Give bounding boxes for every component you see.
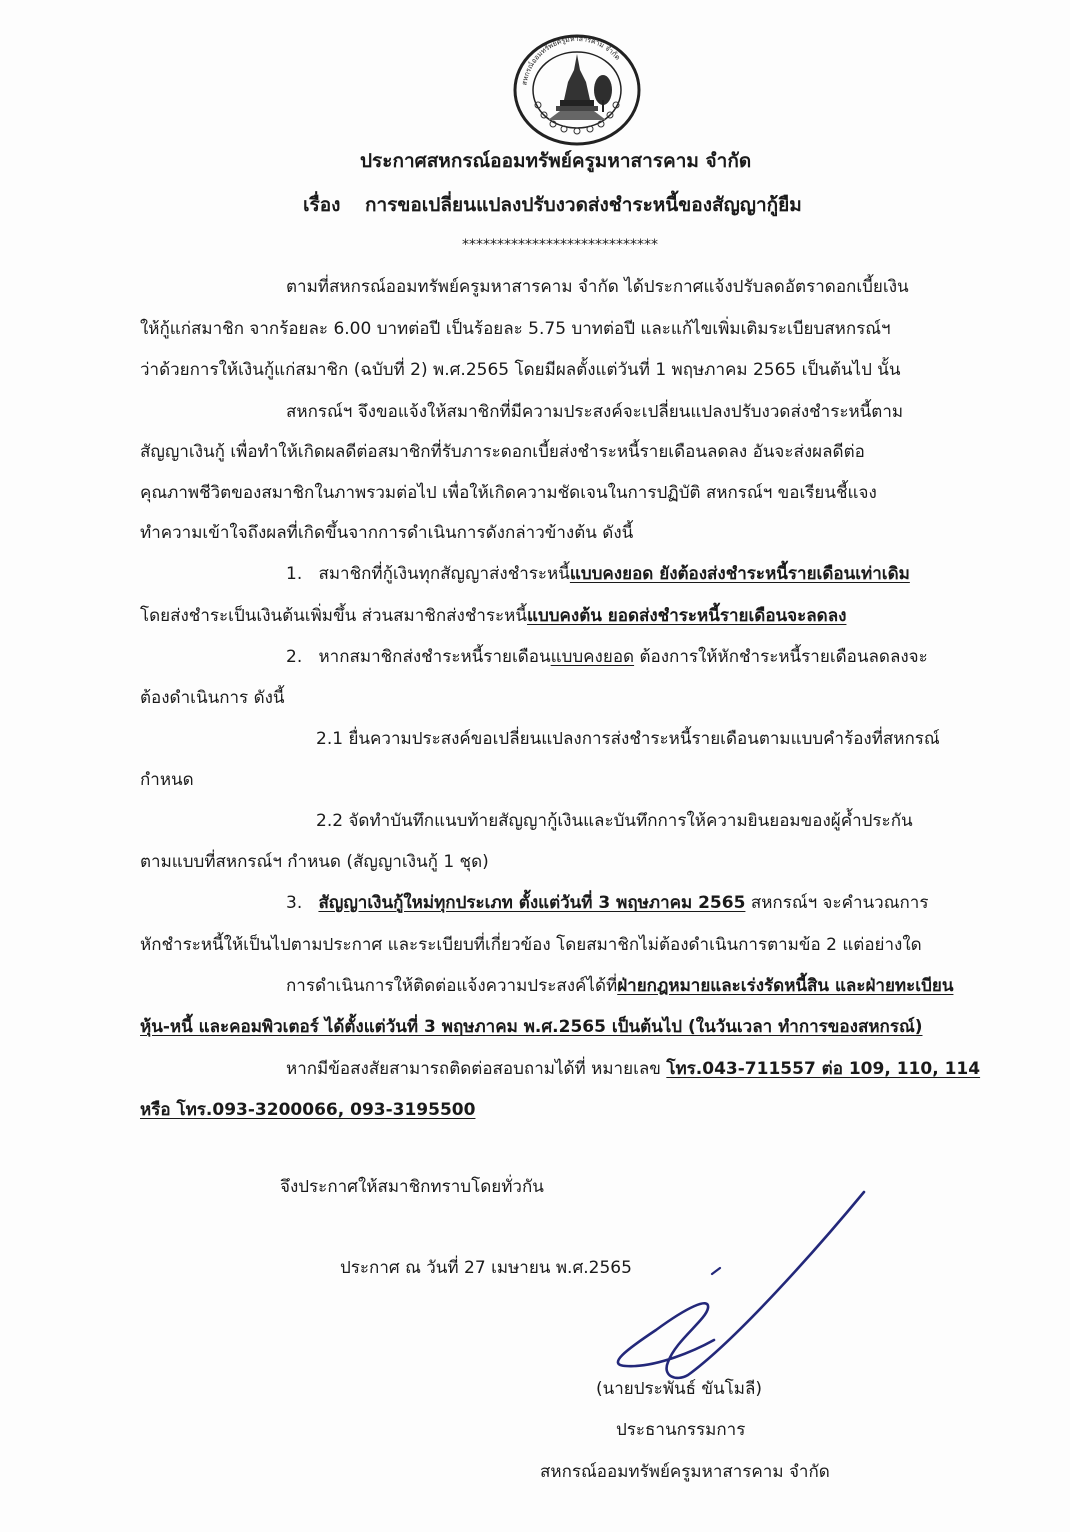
item3-number: 3. bbox=[286, 893, 303, 913]
phone-line1 bbox=[286, 1058, 980, 1080]
announcement-title: ประกาศสหกรณ์ออมทรัพย์ครูมหาสารคาม จำกัด bbox=[360, 150, 752, 172]
item1-text-c: โดยส่งชำระเป็นเงินต้นเพิ่มขึ้น ส่วนสมาชิกส่งชำระหนี้ bbox=[140, 606, 527, 626]
item2-1-line1: 2.1 ยื่นความประสงค์ขอเปลี่ยนแปลงการส่งชำระหนี้รายเดือนตามแบบคำร้องที่สหกรณ์ bbox=[316, 729, 940, 749]
contact-text-b-underlined: ฝ่ายกฎหมายและเร่งรัดหนี้สิน และฝ่ายทะเบียน bbox=[617, 976, 954, 996]
signer-name: (นายประพันธ์ ขันโมลี) bbox=[596, 1379, 763, 1399]
contact-line1 bbox=[286, 975, 953, 997]
item2-text-a: หากสมาชิกส่งชำระหนี้รายเดือน bbox=[318, 647, 551, 667]
item1-text-b-underlined: แบบคงยอด ยังต้องส่งชำระหนี้รายเดือนเท่าเดิม bbox=[569, 564, 910, 584]
signer-position: ประธานกรรมการ bbox=[616, 1420, 746, 1440]
signer-organization: สหกรณ์ออมทรัพย์ครูมหาสารคาม จำกัด bbox=[540, 1462, 830, 1482]
item2-number: 2. bbox=[286, 647, 303, 667]
contact-text-a: การดำเนินการให้ติดต่อแจ้งความประสงค์ได้ที่ bbox=[286, 976, 618, 996]
item1-text-a: สมาชิกที่กู้เงินทุกสัญญาส่งชำระหนี้ bbox=[318, 564, 570, 584]
item3-line2: หักชำระหนี้ให้เป็นไปตามประกาศ และระเบียบที่เกี่ยวข้อง โดยสมาชิกไม่ต้องดำเนินการตามข้อ 2 แต่อย่างใด bbox=[140, 935, 922, 955]
announcement-date: ประกาศ ณ วันที่ 27 เมษายน พ.ศ.2565 bbox=[340, 1258, 632, 1278]
item1-text-d-underlined: แบบคงต้น ยอดส่งชำระหนี้รายเดือนจะลดลง bbox=[527, 606, 847, 626]
item2-text-c: ต้องการให้หักชำระหนี้รายเดือนลดลงจะ bbox=[634, 647, 928, 667]
contact-line2-underlined: หุ้น-หนี้ และคอมพิวเตอร์ ได้ตั้งแต่วันที่ 3 พฤษภาคม พ.ศ.2565 เป็นต้นไป (ในวันเวลา ทำการของสหกรณ์) bbox=[140, 1017, 923, 1037]
item2-line1 bbox=[286, 646, 928, 668]
phone-line2-underlined: หรือ โทร.093-3200066, 093-3195500 bbox=[140, 1100, 476, 1120]
subject-text: การขอเปลี่ยนแปลงปรับงวดส่งชำระหนี้ของสัญญากู้ยืม bbox=[365, 194, 802, 216]
para1-line1: ตามที่สหกรณ์ออมทรัพย์ครูมหาสารคาม จำกัด ได้ประกาศแจ้งปรับลดอัตราดอกเบี้ยเงิน bbox=[286, 277, 909, 297]
item2-line2: ต้องดำเนินการ ดังนี้ bbox=[140, 688, 285, 708]
item2-2-line1: 2.2 จัดทำบันทึกแนบท้ายสัญญากู้เงินและบันทึกการให้ความยินยอมของผู้ค้ำประกัน bbox=[316, 811, 913, 831]
item2-1-line2: กำหนด bbox=[140, 770, 194, 790]
seal-lettering: สหกรณ์ออมทรัพย์ครูมหาสารคาม จำกัด bbox=[520, 34, 622, 86]
item2-2-line2: ตามแบบที่สหกรณ์ฯ กำหนด (สัญญาเงินกู้ 1 ชุด) bbox=[140, 852, 489, 872]
cooperative-seal-logo bbox=[508, 30, 646, 146]
closing-statement: จึงประกาศให้สมาชิกทราบโดยทั่วกัน bbox=[280, 1177, 544, 1197]
item2-text-b-underlined: แบบคงยอด bbox=[550, 647, 635, 667]
para1-line2: ให้กู้แก่สมาชิก จากร้อยละ 6.00 บาทต่อปี เป็นร้อยละ 5.75 บาทต่อปี และแก้ไขเพิ่มเติมระเบียบสหกรณ์ฯ bbox=[140, 319, 891, 339]
para2-line1: สหกรณ์ฯ จึงขอแจ้งให้สมาชิกที่มีความประสงค์จะเปลี่ยนแปลงปรับงวดส่งชำระหนี้ตาม bbox=[286, 402, 904, 422]
subject-label: เรื่อง bbox=[303, 194, 341, 216]
para2-line3: คุณภาพชีวิตของสมาชิกในภาพรวมต่อไป เพื่อให้เกิดความชัดเจนในการปฏิบัติ สหกรณ์ฯ ขอเรียนชี้แจง bbox=[140, 483, 877, 503]
handwritten-signature bbox=[596, 1190, 878, 1380]
item1-line2 bbox=[140, 605, 846, 627]
item3-line1 bbox=[286, 892, 928, 914]
para1-line3: ว่าด้วยการให้เงินกู้แก่สมาชิก (ฉบับที่ 2) พ.ศ.2565 โดยมีผลตั้งแต่วันที่ 1 พฤษภาคม 2565 เป็นต้นไป นั้น bbox=[140, 360, 901, 380]
item1-line1 bbox=[286, 563, 910, 585]
item3-text-b: สหกรณ์ฯ จะคำนวณการ bbox=[745, 893, 929, 913]
item1-number: 1. bbox=[286, 564, 303, 584]
para2-line4: ทำความเข้าใจถึงผลที่เกิดขึ้นจากการดำเนินการดังกล่าวข้างต้น ดังนี้ bbox=[140, 523, 634, 543]
phone-text-a: หากมีข้อสงสัยสามารถติดต่อสอบถามได้ที่ หมายเลข bbox=[286, 1059, 667, 1079]
para2-line2: สัญญาเงินกู้ เพื่อทำให้เกิดผลดีต่อสมาชิกที่รับภาระดอกเบี้ยส่งชำระหนี้รายเดือนลดลง อันจะส่งผลดีต่อ bbox=[140, 442, 865, 462]
star-divider: **************************** bbox=[462, 237, 658, 253]
phone-text-b-underlined: โทร.043-711557 ต่อ 109, 110, 114 bbox=[666, 1059, 981, 1079]
item3-text-a-underlined: สัญญาเงินกู้ใหม่ทุกประเภท ตั้งแต่วันที่ 3 พฤษภาคม 2565 bbox=[318, 893, 746, 913]
